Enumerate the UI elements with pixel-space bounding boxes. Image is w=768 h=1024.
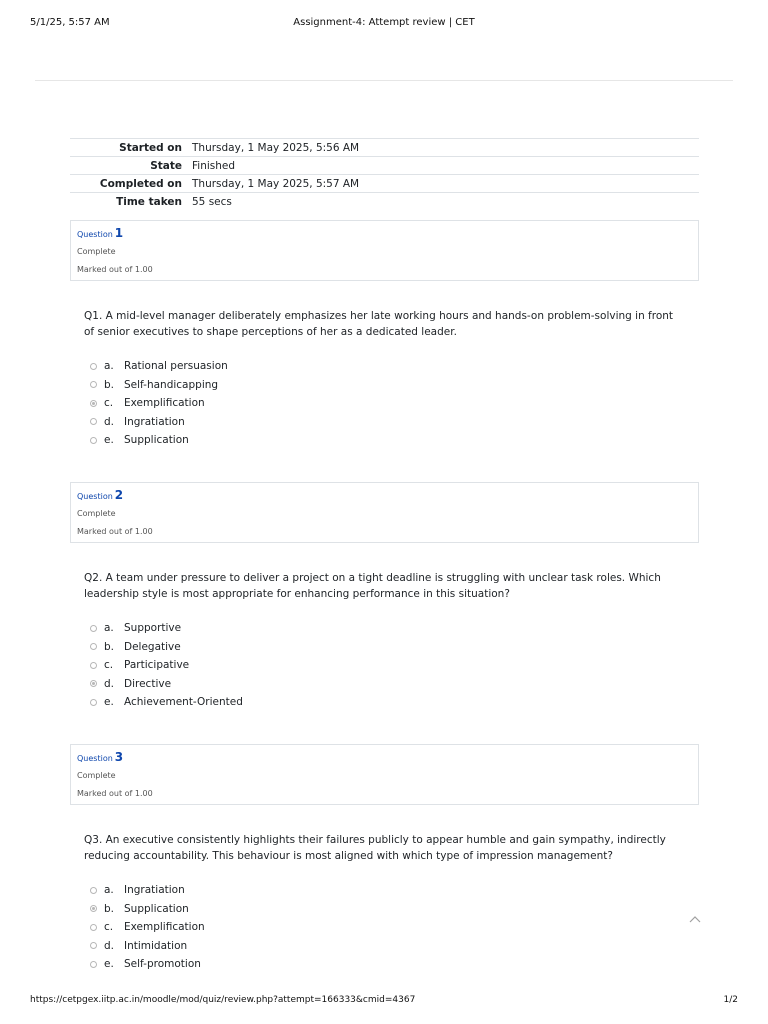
question-number-value: 3 [114,750,124,764]
radio-button[interactable] [90,625,97,632]
radio-button[interactable] [90,662,97,669]
option-text: Self-promotion [124,958,201,971]
option-letter: e. [104,434,114,447]
radio-button-selected[interactable] [90,400,97,407]
option-text: Achievement-Oriented [124,696,243,709]
question-number-value: 2 [114,488,124,502]
question-info-box [70,482,699,543]
option-text: Directive [124,677,172,690]
answer-options [90,619,243,712]
radio-button-selected[interactable] [90,905,97,912]
option-text: Exemplification [124,921,205,934]
answer-option[interactable] [90,376,228,395]
radio-button[interactable] [90,418,97,425]
summary-value: Thursday, 1 May 2025, 5:56 AM [192,141,360,154]
question-state: Complete [77,509,116,518]
question-grade: Marked out of 1.00 [77,265,153,274]
option-text: Rational persuasion [124,360,228,373]
answer-options [90,881,205,974]
summary-row [70,157,699,175]
question-state: Complete [77,247,116,256]
option-text: Delegative [124,640,181,653]
answer-option[interactable] [90,900,205,919]
answer-option[interactable] [90,394,228,413]
radio-button[interactable] [90,363,97,370]
question-number [77,488,123,502]
option-letter: d. [104,415,115,428]
question-text: Q2. A team under pressure to deliver a project on a tight deadline is struggling with unclear task roles. Which leadership style is most appropriate for enhancing performance in this situation? [84,572,661,600]
option-text: Supportive [124,622,182,635]
page-number: 1/2 [723,995,738,1005]
summary-row [70,139,699,157]
radio-button-selected[interactable] [90,680,97,687]
question-info-box [70,220,699,281]
answer-option[interactable] [90,918,205,937]
option-letter: e. [104,958,114,971]
question-grade: Marked out of 1.00 [77,527,153,536]
question-number [77,226,123,240]
radio-button[interactable] [90,381,97,388]
summary-value: Finished [192,159,236,172]
question-label: Question [77,230,113,239]
question-label: Question [77,754,113,763]
option-letter: c. [104,659,114,672]
option-letter: a. [104,622,114,635]
summary-label: Completed on [99,177,182,190]
option-text: Supplication [124,902,189,915]
option-letter: c. [104,397,114,410]
radio-button[interactable] [90,699,97,706]
header-divider [35,80,733,81]
question-state: Complete [77,771,116,780]
answer-option[interactable] [90,413,228,432]
radio-button[interactable] [90,961,97,968]
radio-button[interactable] [90,887,97,894]
summary-value: Thursday, 1 May 2025, 5:57 AM [192,177,360,190]
radio-button[interactable] [90,437,97,444]
question-grade: Marked out of 1.00 [77,789,153,798]
answer-option[interactable] [90,656,243,675]
option-letter: b. [104,640,115,653]
answer-option[interactable] [90,881,205,900]
summary-row [70,175,699,193]
answer-option[interactable] [90,675,243,694]
answer-option[interactable] [90,937,205,956]
summary-label: Time taken [116,195,182,208]
summary-label: Started on [119,141,182,154]
radio-button[interactable] [90,643,97,650]
option-letter: d. [104,677,115,690]
question-label: Question [77,492,113,501]
option-text: Participative [124,659,190,672]
option-text: Supplication [124,434,189,447]
print-header [30,17,738,31]
option-letter: a. [104,884,114,897]
option-text: Self-handicapping [124,378,219,391]
option-text: Ingratiation [124,415,185,428]
answer-option[interactable] [90,955,205,974]
option-letter: b. [104,902,115,915]
summary-label: State [150,159,182,172]
print-datetime: 5/1/25, 5:57 AM [30,17,110,28]
answer-option[interactable] [90,693,243,712]
radio-button[interactable] [90,924,97,931]
print-page-title: Assignment-4: Attempt review | CET [293,17,475,28]
radio-button[interactable] [90,942,97,949]
option-text: Ingratiation [124,884,185,897]
option-text: Intimidation [124,939,188,952]
question-number [77,750,123,764]
answer-options [90,357,228,450]
answer-option[interactable] [90,638,243,657]
summary-value: 55 secs [192,195,232,208]
option-letter: a. [104,360,114,373]
question-text: Q1. A mid-level manager deliberately emphasizes her late working hours and hands-on problem-solving in front of senior executives to shape perceptions of her as a dedicated leader. [84,310,674,338]
summary-row [70,193,699,211]
question-info-box [70,744,699,805]
answer-option[interactable] [90,619,243,638]
option-letter: c. [104,921,114,934]
option-letter: b. [104,378,115,391]
attempt-summary-table [70,138,699,210]
print-footer [30,995,738,1007]
option-letter: e. [104,696,114,709]
question-text: Q3. An executive consistently highlights their failures publicly to appear humble and gain sympathy, indirectly reducing accountability. This behaviour is most aligned with which type of impression management? [84,834,666,862]
chevron-up-icon[interactable] [688,913,702,927]
option-letter: d. [104,939,115,952]
page-url: https://cetpgex.iitp.ac.in/moodle/mod/quiz/review.php?attempt=166333&cmid=4367 [30,995,416,1005]
answer-option[interactable] [90,357,228,376]
answer-option[interactable] [90,431,228,450]
option-text: Exemplification [124,397,205,410]
question-number-value: 1 [114,226,124,240]
